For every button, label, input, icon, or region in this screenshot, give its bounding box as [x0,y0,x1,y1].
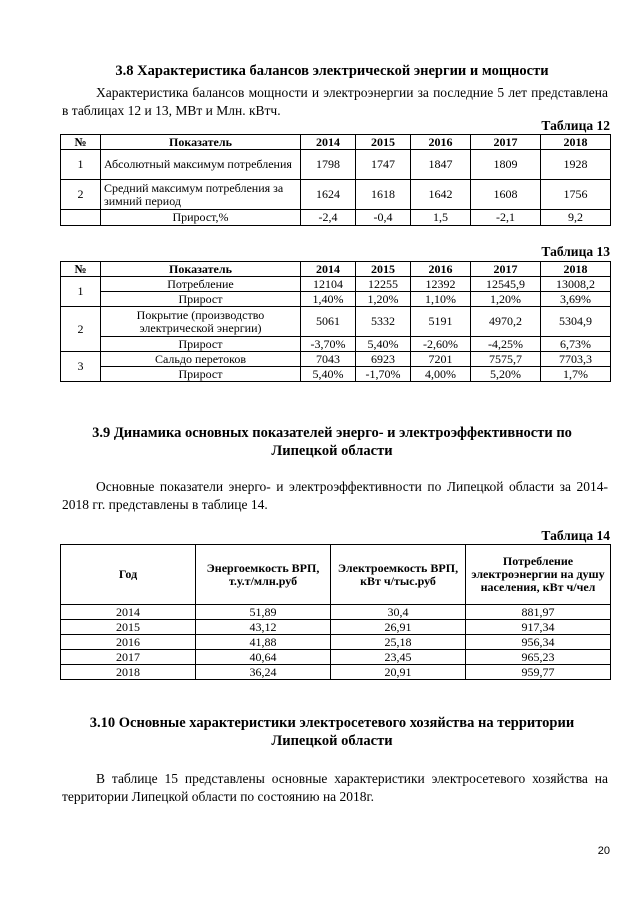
table-header-cell: Энергоемкость ВРП, т.у.т/млн.руб [196,545,331,605]
section-3-8-text-content: Характеристика балансов мощности и электроэнергии за последние 5 лет представлена в таблицах 12 и 13, МВт и Млн. кВтч. [62,85,608,118]
table-cell: 41,88 [196,635,331,650]
table-cell: 4970,2 [471,307,541,337]
table-cell: 5,40% [356,337,411,352]
table-cell: 2 [61,307,101,352]
table-cell: 6,73% [541,337,611,352]
table-header-cell: 2017 [471,262,541,277]
table-header-cell: Электроемкость ВРП, кВт ч/тыс.руб [331,545,466,605]
table-row [61,337,611,352]
table-cell: 7703,3 [541,352,611,367]
table-cell: 2018 [61,665,196,680]
table-cell: 2015 [61,620,196,635]
table-cell: 7575,7 [471,352,541,367]
table-cell: -2,1 [471,210,541,226]
table-cell: 4,00% [411,367,471,382]
table-cell: 36,24 [196,665,331,680]
table-cell: 6923 [356,352,411,367]
table-cell: Абсолютный максимум потребления [101,150,301,180]
table-cell: 3,69% [541,292,611,307]
table-cell: 12255 [356,277,411,292]
table-12-caption: Таблица 12 [541,118,610,133]
table-cell: 43,12 [196,620,331,635]
table-cell: 1 [61,277,101,307]
table-row [61,635,611,650]
table-cell: 20,91 [331,665,466,680]
table-cell: 5191 [411,307,471,337]
table-cell: -0,4 [356,210,411,226]
table-cell: 1618 [356,180,411,210]
table-cell: Прирост,% [101,210,301,226]
table-header-cell: Показатель [101,135,301,150]
table-cell: 12104 [301,277,356,292]
table-cell: Прирост [101,367,301,382]
table-12 [60,134,611,226]
table-header-cell: 2015 [356,135,411,150]
table-cell: 1,20% [471,292,541,307]
table-cell: -2,60% [411,337,471,352]
section-3-9-text-content: Основные показатели энерго- и электроэффективности по Липецкой области за 2014-2018 гг. представлены в таблице 14. [62,479,608,512]
table-cell: 1747 [356,150,411,180]
table-cell: 51,89 [196,605,331,620]
table-cell: 1,7% [541,367,611,382]
table-cell: 5332 [356,307,411,337]
table-row [61,150,611,180]
table-cell: 5061 [301,307,356,337]
table-cell: Сальдо перетоков [101,352,301,367]
table-row [61,277,611,292]
table-header-cell: № [61,262,101,277]
table-cell: Потребление [101,277,301,292]
table-cell: 1928 [541,150,611,180]
table-cell: 1608 [471,180,541,210]
table-row [61,292,611,307]
table-header-cell: № [61,135,101,150]
table-row [61,650,611,665]
table-row [61,210,611,226]
table-header-cell: Год [61,545,196,605]
section-3-8-text [62,84,608,119]
table-cell: 1756 [541,180,611,210]
table-header-cell: 2017 [471,135,541,150]
table-cell: 5,40% [301,367,356,382]
table-cell: -1,70% [356,367,411,382]
table-13-caption: Таблица 13 [541,244,610,259]
table-cell [61,210,101,226]
table-cell: 881,97 [466,605,611,620]
table-row [61,605,611,620]
table-row [61,352,611,367]
section-3-9-text [62,478,608,513]
table-cell: 2016 [61,635,196,650]
table-cell: 5304,9 [541,307,611,337]
table-header-cell: 2016 [411,262,471,277]
table-cell: Прирост [101,337,301,352]
table-14-caption: Таблица 14 [541,528,610,543]
table-cell: 2017 [61,650,196,665]
table-13-header-row [61,262,611,277]
table-header-cell: Потребление электроэнергии на душу населения, кВт ч/чел [466,545,611,605]
table-13 [60,261,611,382]
table-cell: 25,18 [331,635,466,650]
table-cell: 917,34 [466,620,611,635]
table-cell: -3,70% [301,337,356,352]
section-3-10-title: 3.10 Основные характеристики электросетевого хозяйства на территории Липецкой области [89,715,575,749]
table-cell: 13008,2 [541,277,611,292]
table-cell: 1798 [301,150,356,180]
table-cell: 1,40% [301,292,356,307]
table-cell: 12545,9 [471,277,541,292]
page-number: 20 [597,845,610,857]
table-row [61,620,611,635]
table-cell: 1,10% [411,292,471,307]
table-cell: Покрытие (производство электрической энергии) [101,307,301,337]
table-cell: 2014 [61,605,196,620]
table-cell: 26,91 [331,620,466,635]
table-cell: 7043 [301,352,356,367]
table-cell: 3 [61,352,101,382]
table-header-cell: 2016 [411,135,471,150]
table-cell: -2,4 [301,210,356,226]
table-cell: 959,77 [466,665,611,680]
table-row [61,665,611,680]
table-cell: 1847 [411,150,471,180]
section-3-10-text-content: В таблице 15 представлены основные характеристики электросетевого хозяйства на территории Липецкой области по состоянию на 2018г. [62,771,608,804]
table-cell: 1642 [411,180,471,210]
table-cell: 2 [61,180,101,210]
table-row [61,180,611,210]
table-cell: 1809 [471,150,541,180]
table-header-cell: Показатель [101,262,301,277]
table-cell: 965,23 [466,650,611,665]
table-cell: -4,25% [471,337,541,352]
table-cell: 1 [61,150,101,180]
table-row [61,307,611,337]
table-header-cell: 2018 [541,262,611,277]
table-cell: 30,4 [331,605,466,620]
section-3-8-title: 3.8 Характеристика балансов электрической энергии и мощности [115,63,549,79]
table-header-cell: 2014 [301,135,356,150]
table-cell: 23,45 [331,650,466,665]
table-14 [60,544,611,680]
table-14-header-row [61,545,611,605]
table-row [61,367,611,382]
table-cell: Средний максимум потребления за зимний период [101,180,301,210]
table-cell: 5,20% [471,367,541,382]
table-12-header-row [61,135,611,150]
table-cell: 1,5 [411,210,471,226]
table-cell: 1,20% [356,292,411,307]
section-3-9-title: 3.9 Динамика основных показателей энерго- и электроэффективности по Липецкой области [92,425,572,459]
table-cell: 40,64 [196,650,331,665]
table-cell: 12392 [411,277,471,292]
table-cell: Прирост [101,292,301,307]
table-header-cell: 2014 [301,262,356,277]
table-cell: 1624 [301,180,356,210]
table-cell: 9,2 [541,210,611,226]
table-cell: 956,34 [466,635,611,650]
table-header-cell: 2015 [356,262,411,277]
section-3-10-text [62,770,608,805]
table-cell: 7201 [411,352,471,367]
table-header-cell: 2018 [541,135,611,150]
